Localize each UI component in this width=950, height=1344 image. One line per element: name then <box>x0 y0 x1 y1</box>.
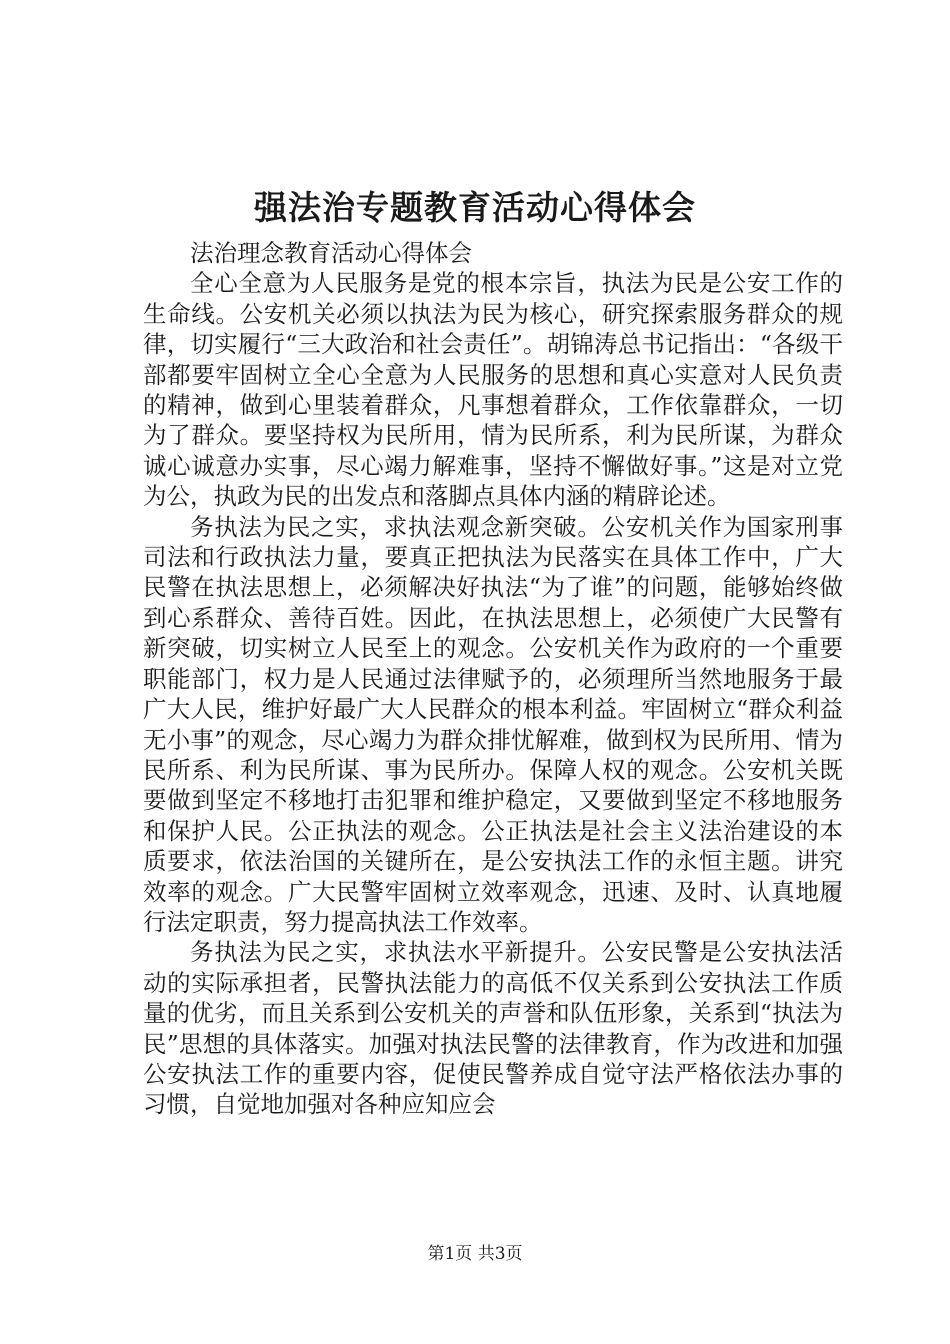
document-body <box>143 238 843 1120</box>
document-title: 强法治专题教育活动心得体会 <box>254 188 696 227</box>
body-paragraph: 务执法为民之实，求执法观念新突破。公安机关作为国家刑事司法和行政执法力量，要真正把执法为民落实在具体工作中，广大民警在执法思想上，必须解决好执法“为了谁”的问题，能够始终做到心系群众、善待百姓。因此，在执法思想上，必须使广大民警有新突破，切实树立人民至上的观念。公安机关作为政府的一个重要职能部门，权力是人民通过法律赋予的，必须理所当然地服务于最广大人民，维护好最广大人民群众的根本利益。牢固树立“群众利益无小事”的观念，尽心竭力为群众排忧解难，做到权为民所用、情为民所系、利为民所谋、事为民所办。保障人权的观念。公安机关既要做到坚定不移地打击犯罪和维护稳定，又要做到坚定不移地服务和保护人民。公正执法的观念。公正执法是社会主义法治建设的本质要求，依法治国的关键所在，是公安执法工作的永恒主题。讲究效率的观念。广大民警牢固树立效率观念，迅速、及时、认真地履行法定职责，努力提高执法工作效率。 <box>143 512 843 936</box>
body-paragraph: 全心全意为人民服务是党的根本宗旨，执法为民是公安工作的生命线。公安机关必须以执法为民为核心，研究探索服务群众的规律，切实履行“三大政治和社会责任”。胡锦涛总书记指出：“各级干部都要牢固树立全心全意为人民服务的思想和真心实意对人民负责的精神，做到心里装着群众，凡事想着群众，工作依靠群众，一切为了群众。要坚持权为民所用，情为民所系，利为民所谋，为群众诚心诚意办实事，尽心竭力解难事，坚持不懈做好事。”这是对立党为公，执政为民的出发点和落脚点具体内涵的精辟论述。 <box>143 269 843 511</box>
page-number-footer: 第1页 共3页 <box>427 1244 523 1264</box>
subtitle-paragraph: 法治理念教育活动心得体会 <box>190 239 472 267</box>
body-paragraph: 务执法为民之实，求执法水平新提升。公安民警是公安执法活动的实际承担者，民警执法能力的高低不仅关系到公安执法工作质量的优劣，而且关系到公安机关的声誉和队伍形象，关系到“执法为民”思想的具体落实。加强对执法民警的法律教育，作为改进和加强公安执法工作的重要内容，促使民警养成自觉守法严格依法办事的习惯，自觉地加强对各种应知应会 <box>143 938 843 1119</box>
